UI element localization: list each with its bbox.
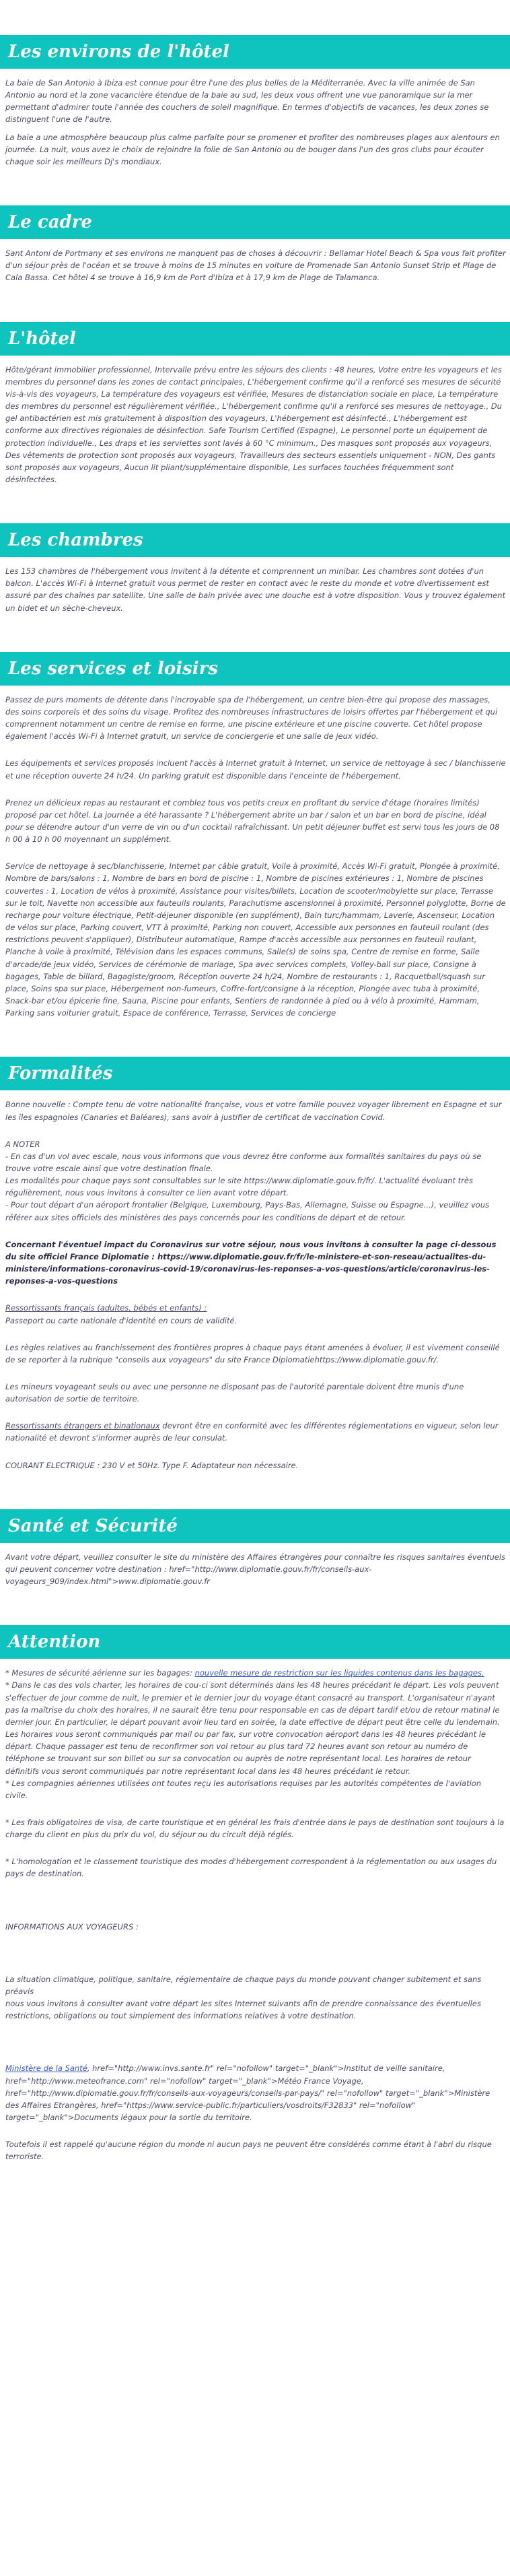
liquides-restriction-link[interactable]: nouvelle mesure de restriction sur les liquides contenus dans les bagages.	[194, 1668, 484, 1678]
attention-infos-heading: INFORMATIONS AUX VOYAGEURS :	[5, 1921, 139, 1931]
chambres-paragraph: Les 153 chambres de l'hébergement vous invitent à la détente et comprennent un minibar. Les chambres sont dotées d'un balcon. L'accès Wi-Fi à Internet gratuit vous permet de rester en contact avec le reste du monde et votre divertissement est assuré par des chaînes par satellite. Une salle de bain privée avec une douche est à votre disposition. Vous y trouvez également un bidet et un sèche-cheveux.	[5, 566, 505, 613]
section-title-environs: Les environs de l'hôtel	[0, 35, 510, 69]
ministere-sante-link[interactable]: Ministère de la Santé	[5, 2063, 87, 2074]
section-chambres	[0, 523, 510, 614]
services-paragraph-4: Service de nettoyage à sec/blanchisserie, Internet par câble gratuit, Voile à proximité, Accès Wi-Fi gratuit, Plongée à proximité, Nombre de bars/salons : 1, Nombre de bars en bord de piscine : 1, Nombre de piscines extérieures : 1, Nombre de piscines couvertes : 1, Location de vélos à proximité, Assistance pour visites/billets, Location de scooter/mobylette sur place, Terrasse sur le toit, Navette non accessible aux fauteuils roulants, Parachutisme ascensionnel à proximité, Personnel polyglotte, Borne de recharge pour voiture électrique, Petit-déjeuner disponible (en supplément), Bain turc/hammam, Laverie, Ascenseur, Location de vélos sur place, Parking couvert, VTT à proximité, Parking non couvert, Accessible aux personnes en fauteuil roulant (des restrictions peuvent s'appliquer), Distributeur automatique, Rampe d'accès accessible aux personnes en fauteuil roulant, Planche à voile à proximité, Télévision dans les espaces communs, Salle(s) de soins spa, Centre de remise en forme, Salle d'arcade/de jeux vidéo, Services de cérémonie de mariage, Spa avec services complets, Volley-ball sur place, Consigne à bagages, Table de billard, Bagagiste/groom, Réception ouverte 24 h/24, Nombre de restaurants : 1, Racquetball/squash sur place, Soins spa sur place, Hébergement non-fumeurs, Coffre-fort/consigne à la réception, Plongée avec tuba à proximité, Snack-bar et/ou épicerie fine, Sauna, Piscine pour enfants, Sentiers de randonnée à pied ou à vélo à proximité, Hammam, Parking sans voiturier gratuit, Espace de conférence, Terrasse, Services de concierge	[5, 861, 506, 1018]
attention-liens	[0, 2062, 510, 2123]
section-title-hotel: L'hôtel	[0, 322, 510, 356]
section-formalites	[0, 1057, 510, 1471]
formalites-etrangers-heading: Ressortissants étrangers et binationaux	[5, 1421, 160, 1431]
formalites-ressortissants-heading: Ressortissants français (adultes, bébés et enfants) :	[5, 1303, 207, 1313]
hotel-paragraph: Hôte/gérant immobilier professionnel, Intervalle prévu entre les séjours des clients : 48 heures, Votre entre les voyageurs et les membres du personnel dans les zones de contact principales, L'hébergement confirme qu'il a renforcé ses mesures de sécurité vis-à-vis des voyageurs, La température des voyageurs est vérifiée, Mesures de distanciation sociale en place, La température des membres du personnel est régulièrement vérifiée., L'hébergement confirme qu'il a renforcé ses mesures de nettoyage., Du gel antibactérien est mis gratuitement à disposition des voyageurs, L'hébergement est désinfecté., L'hébergement est conforme aux directives régionales de désinfection. Safe Tourism Certified (Espagne), Le personnel porte un équipement de protection individuelle., Les draps et les serviettes sont lavés à 60 °C minimum., Des masques sont proposés aux voyageurs, Des vêtements de protection sont proposés aux voyageurs, Travailleurs des secteurs essentiels uniquement - NON, Des gants sont proposés aux voyageurs, Aucun lit pliant/supplémentaire disponible, Les surfaces touchées fréquemment sont désinfectées.	[5, 364, 502, 484]
formalites-note-heading: A NOTER	[5, 1139, 40, 1149]
services-paragraph-2: Les équipements et services proposés incluent l'accès à Internet gratuit à Internet, un service de nettoyage à sec / blanchisserie et une réception ouverte 24 h/24. Un parking gratuit est disponible dans l'enceinte de l'hébergement.	[5, 758, 506, 781]
attention-charter: * Dans le cas des vols charter, les horaires de cou-ci sont déterminés dans les 48 heures précédant le départ. Les vols peuvent s'effectuer de jour comme de nuit, le premier et le dernier jour du voyage étant consacré au transport. L'organisateur n'ayant pas la maîtrise du choix des horaires, il ne saurait être tenu pour responsable en cas de départ tardif et/ou de retour matinal le dernier jour. En particulier, le départ pouvant avoir lieu tard en soirée, la date effective de départ peut être celle du lendemain. Les horaires vous seront communiqués par mail ou par fax, sur votre convocation aéroport dans les 48 heures précédant le départ. Chaque passager est tenu de reconfirmer son vol retour au plus tard 72 heures avant son retour au numéro de téléphone se trouvant sur son billet ou sur sa convocation ou auprès de notre représentant local. Les horaires de retour définitifs vous seront communiqués par notre représentant local dans les 48 heures précédant le retour.	[5, 1680, 500, 1776]
attention-liens-text: , href="http://www.invs.sante.fr" rel="nofollow" target="_blank">Institut de veille sanitaire, href="http://www.meteofrance.com" rel="nofollow" target="_blank">Météo France Voyage, href="http://www.diplomatie.gouv.fr/fr/conseils-aux-voyageurs/conseils-par-pays/" rel="nofollow" target="_blank">Ministère des Affaires Etrangères, href="https://www.service-public.fr/particuliers/vosdroits/F32833" rel="nofollow" target="_blank">Documents légaux pour la sortie du territoire.	[5, 2063, 490, 2122]
services-paragraph-3: Prenez un délicieux repas au restaurant et comblez tous vos petits creux en profitant du service d'étage (horaires limités) proposé par cet hôtel. La journée a été harassante ? L'hébergement abrite un bar / salon et un bar en bord de piscine, idéal pour se détendre autour d'un verre de vin ou d'un cocktail rafraîchissant. Un petit déjeuner buffet est servi tous les jours de 08 h 00 à 10 h 00 moyennant un supplément.	[5, 797, 500, 845]
sante-paragraph: Avant votre départ, veuillez consulter le site du ministère des Affaires étrangères pour connaître les risques sanitaires éventuels qui peuvent concerner votre destination : href="http://www.diplomatie.gouv.fr/fr/conseils-aux-voyageurs_909/index.html">www.diplomatie.gouv.fr	[5, 1552, 506, 1587]
attention-compagnies: * Les compagnies aériennes utilisées ont toutes reçu les autorisations requises par les autorités compétentes de l'aviation civile.	[5, 1778, 482, 1800]
services-paragraph-1: Passez de purs moments de détente dans l'incroyable spa de l'hébergement, un centre bien-être qui propose des massages, des soins corporels et des soins du visage. Profitez des nombreuses infrastructures de loisirs offertes par l'hébergement et qui comprennent notamment un centre de remise en forme, une piscine extérieure et une piscine couverte. Cet hôtel propose également l'accès Wi-Fi à Internet gratuit, un service de conciergerie et une salle de jeux vidéo.	[5, 694, 498, 741]
section-title-sante: Santé et Sécurité	[0, 1509, 510, 1543]
section-services	[0, 652, 510, 1020]
formalites-note-modalites: Les modalités pour chaque pays sont consultables sur le site https://www.diplomatie.gouv.fr/fr/. L'actualité évoluant très régulièrement, nous vous invitons à consulter ce lien avant votre départ.	[5, 1176, 473, 1198]
formalites-courant: COURANT ELECTRIQUE : 230 V et 50Hz. Type F. Adaptateur non nécessaire.	[5, 1460, 299, 1470]
section-title-cadre: Le cadre	[0, 205, 510, 239]
attention-terrorisme: Toutefois il est rappelé qu'aucune région du monde ni aucun pays ne peuvent être considérés comme étant à l'abri du risque terroriste.	[5, 2140, 492, 2162]
section-attention	[0, 1625, 510, 2162]
section-title-chambres: Les chambres	[0, 523, 510, 557]
attention-mesures	[0, 1667, 510, 1679]
section-title-formalites: Formalités	[0, 1057, 510, 1090]
attention-sites: nous vous invitons à consulter avant votre départ les sites Internet suivants afin de prendre connaissance des éventuelles restrictions, obligations ou tout simplement des informations relatives à votre destination.	[5, 1999, 481, 2021]
formalites-note-frontalier: - Pour tout départ d'un aéroport frontalier (Belgique, Luxembourg, Pays-Bas, Allemagne, Suisse ou Espagne...), veuillez vous référer aux sites officiels des ministères des pays concernés pour les conditions de départ et de retour.	[5, 1200, 490, 1222]
section-environs	[0, 35, 510, 168]
formalites-ressortissants-doc: Passeport ou carte nationale d'identité en cours de validité.	[5, 1315, 238, 1325]
section-title-attention: Attention	[0, 1625, 510, 1659]
attention-frais: * Les frais obligatoires de visa, de carte touristique et en général les frais d'entrée dans le pays de destination sont toujours à la charge du client en plus du prix du vol, du séjour ou du circuit déjà réglés.	[5, 1817, 505, 1840]
attention-situation: La situation climatique, politique, sanitaire, réglementaire de chaque pays du monde pouvant changer subitement et sans préavis	[5, 1974, 482, 1996]
formalites-note-escale: - En cas d'un vol avec escale, nous vous informons que vous devrez être conforme aux formalités sanitaires du pays où se trouve votre escale ainsi que votre destination finale.	[5, 1151, 482, 1173]
section-sante	[0, 1509, 510, 1587]
attention-mesures-label: * Mesures de sécurité aérienne sur les bagages:	[5, 1668, 195, 1678]
formalites-mineurs: Les mineurs voyageant seuls ou avec une personne ne disposant pas de l'autorité parentale doivent être munis d'une autorisation de sortie de territoire.	[5, 1382, 464, 1404]
formalites-etrangers-text: devront être en conformité avec les différentes réglementations en vigueur, selon leur nationalité et devront s'informer auprès de leur consulat.	[5, 1421, 499, 1443]
section-title-services: Les services et loisirs	[0, 652, 510, 686]
formalites-coronavirus: Concernant l'éventuel impact du Coronavirus sur votre séjour, nous vous invitons à consulter la page ci-dessous du site officiel France Diplomatie : https://www.diplomatie.gouv.fr/fr/le-ministere-et-son-reseau/actualites-du-ministere/informations-coronavirus-covid-19/coronavirus-les-reponses-a-vos-questions/article/coronavirus-les-reponses-a-vos-questions	[5, 1239, 497, 1286]
attention-homologation: * L'homologation et le classement touristique des modes d'hébergement correspondent à la réglementation ou aux usages du pays de destination.	[5, 1857, 497, 1879]
formalites-paragraph-1: Bonne nouvelle : Compte tenu de votre nationalité française, vous et votre famille pouvez voyager librement en Espagne et sur les îles espagnoles (Canaries et Baléares), sans avoir à justifier de certificat de vaccination Covid.	[5, 1100, 502, 1122]
section-cadre	[0, 205, 510, 284]
formalites-regles: Les règles relatives au franchissement des frontières propres à chaque pays étant amenées à évoluer, il est vivement conseillé de se reporter à la rubrique "conseils aux voyageurs" du site France Diplomatiehttps://www.diplomatie.gouv.fr/.	[5, 1342, 500, 1364]
cadre-paragraph: Sant Antoni de Portmany et ses environs ne manquent pas de choses à découvrir : Bellamar Hotel Beach & Spa vous fait profiter d'un séjour près de l'océan et se trouve à moins de 15 minutes en voiture de Promenade San Antonio Sunset Strip et Plage de Cala Bassa. Cet hôtel 4 se trouve à 16,9 km de Port d'Ibiza et à 17,9 km de Plage de Talamanca.	[5, 249, 506, 283]
formalites-etrangers	[0, 1420, 510, 1444]
environs-paragraph-1: La baie de San Antonio à Ibiza est connue pour être l'une des plus belles de la Méditerranée. Avec la ville animée de San Antonio au nord et la zone vacancière étendue de la baie au sud, les deux vous offrent une vue panoramique sur la mer permettant d'admirer toute l'année des couchers de soleil magnifique. En termes d'objectifs de vacances, les deux zones se distinguent l'une de l'autre.	[5, 78, 489, 125]
section-hotel	[0, 322, 510, 486]
environs-paragraph-2: La baie a une atmosphère beaucoup plus calme parfaite pour se promener et profiter des nombreuses plages aux alentours en journée. La nuit, vous avez le choix de rejoindre la folie de San Antonio ou de bouger dans l'un des gros clubs pour écouter chaque soir les meilleurs Dj's mondiaux.	[5, 132, 500, 166]
